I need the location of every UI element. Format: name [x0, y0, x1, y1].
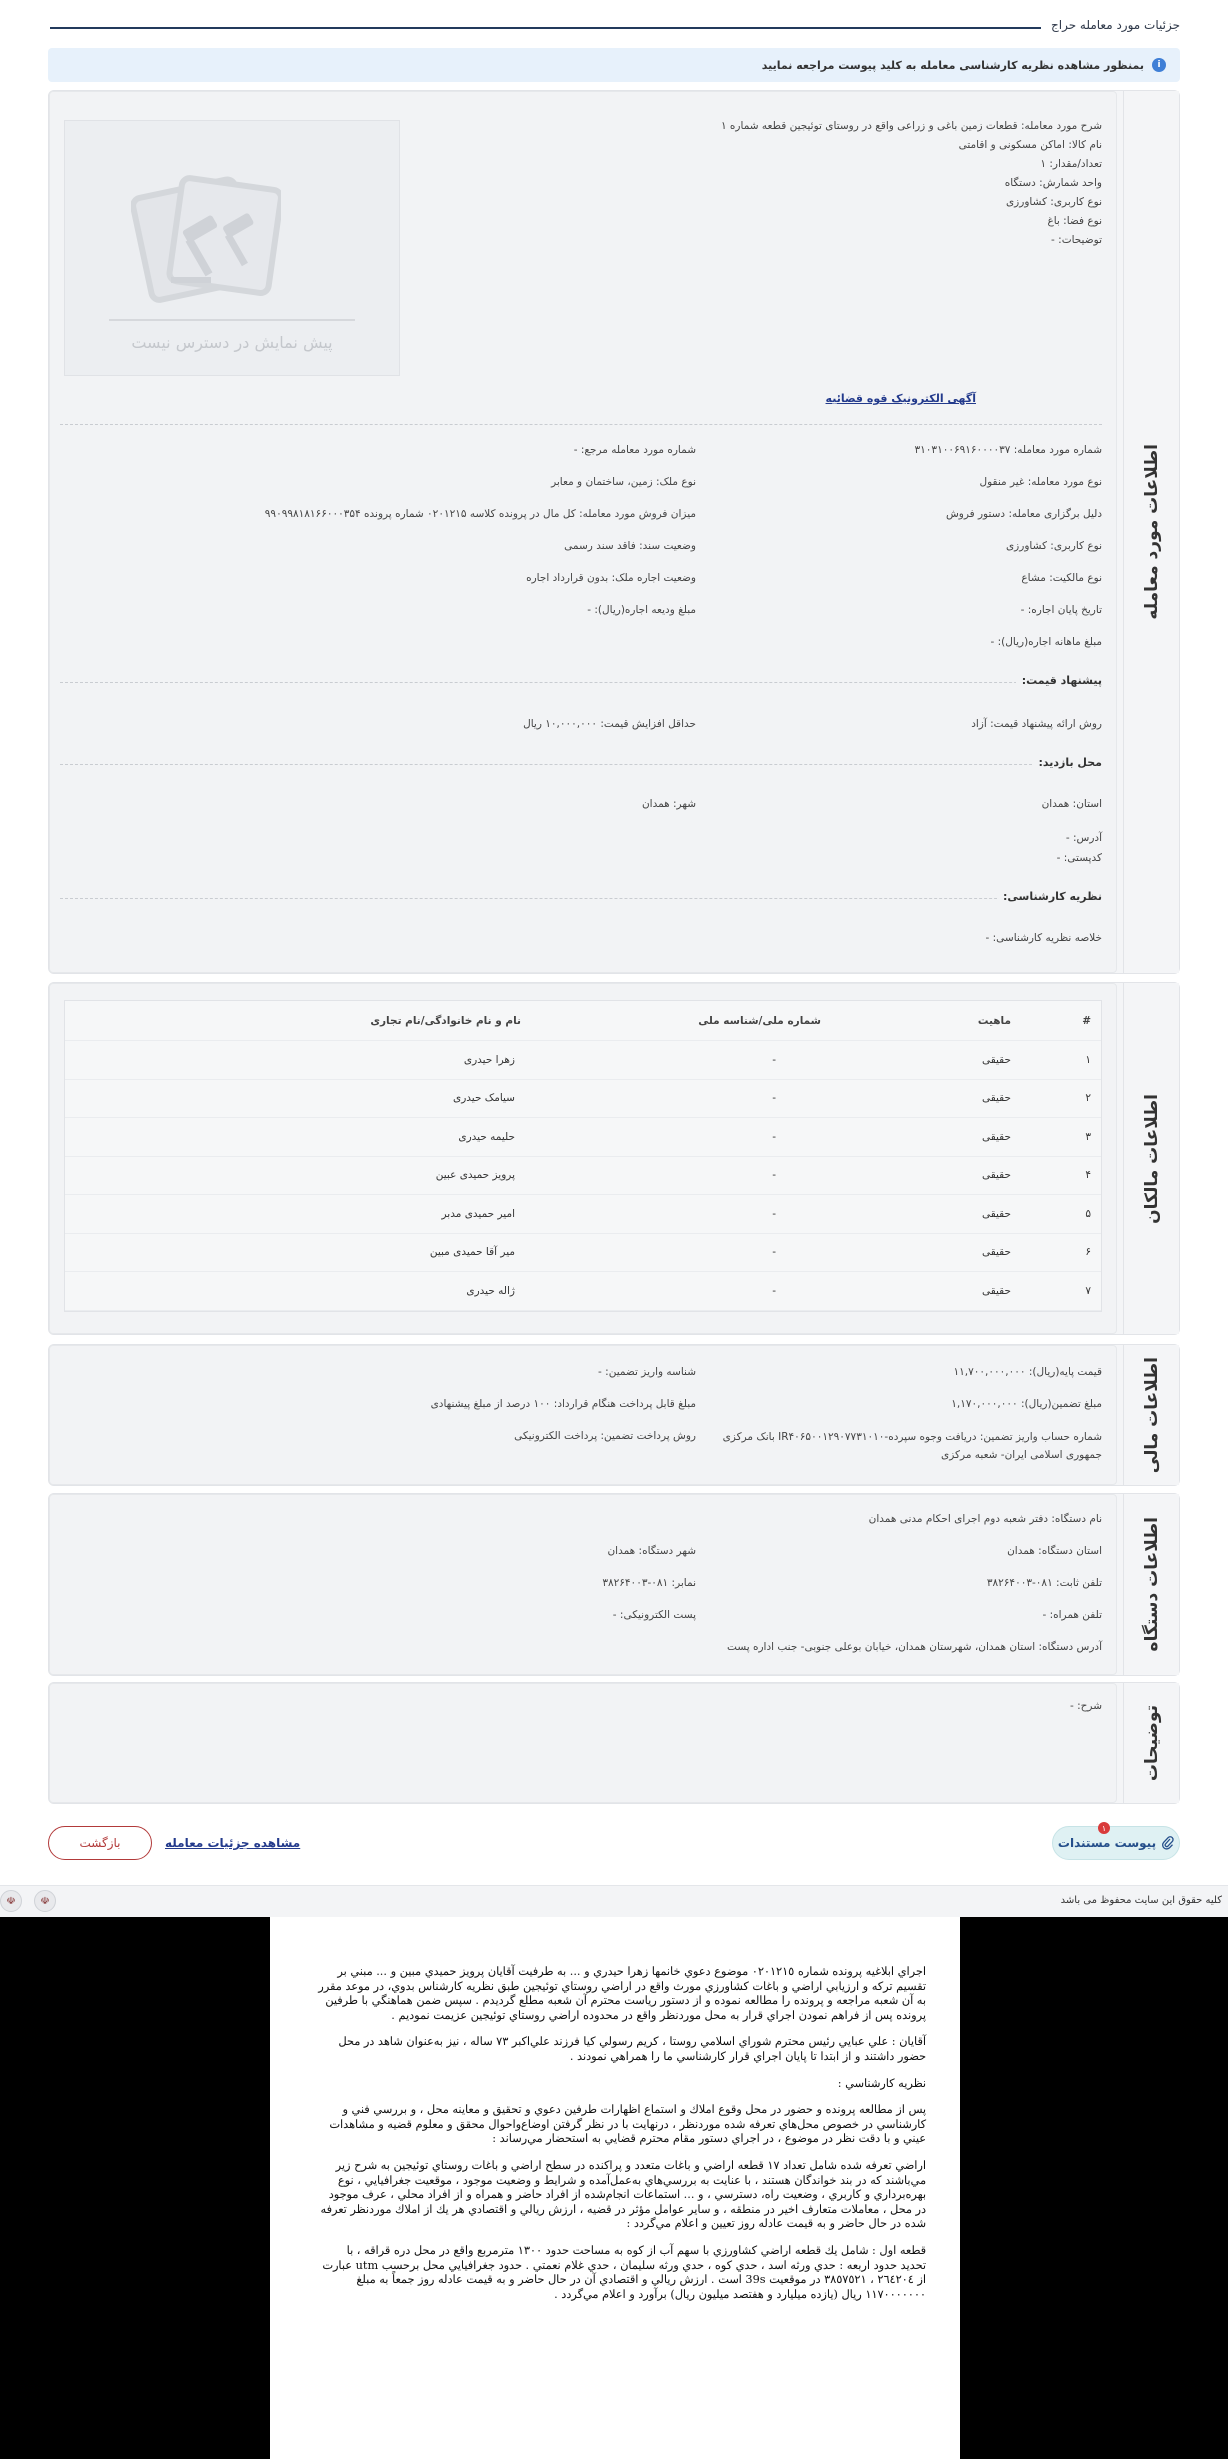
offer-method: روش ارائه پیشنهاد قیمت: آزاد — [971, 718, 1102, 730]
e-ad-link[interactable]: آگهی الکترونیک قوه قضائیه — [825, 392, 976, 405]
item-info-section — [48, 90, 1180, 974]
visit-province: استان: همدان — [1041, 798, 1102, 810]
divider — [60, 424, 1102, 425]
image-placeholder — [64, 120, 400, 376]
agency-section — [48, 1493, 1180, 1676]
col-type: ماهیت — [977, 1014, 1011, 1027]
attachments-button[interactable] — [1052, 1826, 1180, 1860]
placeholder-text: پیش نمایش در دسترس نیست — [131, 333, 333, 352]
copyright-text: کلیه حقوق این سایت محفوظ می باشد — [1060, 1895, 1222, 1906]
field-ref-number: شماره مورد معامله مرجع: - — [573, 444, 696, 456]
emblem-icon: ☫ — [34, 1890, 56, 1912]
title-divider — [50, 27, 1180, 29]
back-button[interactable]: بازگشت — [48, 1826, 152, 1860]
owners-body — [49, 983, 1117, 1334]
table-row: ۶ حقیقی - میر آقا حمیدی مبین — [65, 1234, 1101, 1273]
field-ownership: نوع مالکیت: مشاع — [1021, 572, 1102, 584]
item-goods-name: نام کالا: اماکن مسکونی و اقامتی — [958, 139, 1102, 151]
item-info-body — [49, 91, 1117, 973]
field-sale-extent: میزان فروش مورد معامله: کل مال در پرونده کلاسه ۰۲۰۱۲۱۵ شماره پرونده ۹۹۰۹۹۸۱۸۱۶۶۰۰۰۳۵۴ — [264, 508, 696, 520]
doc-paragraph: اجراي ابلاغيه پرونده شماره ٠٢٠١٢١٥ موضوع دعوي خانمها زهرا حيدري و ... به طرفيت آقايان پرويز حميدي مبين و ... مبني بر تقسيم تركه و ارزيابي اراضي و باغات كشاورزي مورث واقع در اراضي روستاي توئيجين طبق نظريه كارشناس بدوي، در موعد مقرر به آن شعبه مراجعه و پرونده را مطالعه نموده و از دستور رياست محترم آن شعبه مطلع گرديدم . سپس ضمن هماهنگي با طرفين پرونده پس از فراهم نمودن اجراي قرار به محل موردنظر واقع در محدوده اراضي روستاي توئيجين عزيمت نموديم . — [318, 1965, 926, 2022]
payable-amount: مبلغ قابل پرداخت هنگام قرارداد: ۱۰۰ درصد از مبلغ پیشنهادی — [430, 1398, 696, 1410]
doc-paragraph: پس از مطالعه پرونده و حضور در محل وقوع املاك و استماع اظهارات طرفين دعوي و تحقيق و معاينه محل ، و بررسي فني و كارشناسي در خصوص محل‌هاي تعرفه شده موردنظر ، درنهايت با در نظر گرفتن اوضاع‌واحوال محقق و معلوم قضيه و مشاهدات عيني و با دقت نظر در موضوع ، در اجراي دستور مقام محترم قضايي به استحضار مي‌رساند : — [329, 2103, 926, 2146]
financial-side-title: اطلاعات مالی — [1123, 1345, 1179, 1485]
footer-logos — [0, 1890, 56, 1912]
document-viewer — [0, 1917, 1228, 2459]
visit-postal: کدپستی: - — [1056, 852, 1102, 864]
doc-paragraph: قطعه اول : شامل يك قطعه اراضي كشاورزي با سهم آب از كوه به مساحت حدود ١٣٠٠ مترمربع واقع در محل دره قراقه ، با تحديد حدود اربعه : حدي ورثه اسد ، حدي كوه ، حدي ورثه سليمان ، حدي غلام نعمتي . حدود جغرافيايي محل برحسب utm عبارت از ٢٦٤٢٠٤ ، ٣٨٥٧٥٢١ در موقعيت 39s است . ارزش ريالي و اقتصادي آن در حال حاضر و به قيمت عادله روز جمعاً به مبلغ ١١٧٠٠٠٠٠٠٠ ريال (يازده ميليارد و هفتصد ميليون ريال) برآورد و اعلام مي‌گردد . — [322, 2243, 926, 2301]
footer — [0, 1885, 1228, 1917]
agency-email: پست الکترونیکی: - — [612, 1609, 696, 1621]
page-title: جزئیات مورد معامله حراج — [1041, 18, 1180, 32]
col-name: نام و نام خانوادگی/نام تجاری — [370, 1014, 521, 1027]
paperclip-icon — [1162, 1836, 1174, 1850]
financial-section — [48, 1344, 1180, 1486]
attachments-count-badge: ۱ — [1098, 1822, 1110, 1834]
owners-table — [64, 1000, 1102, 1312]
item-unit: واحد شمارش: دستگاه — [1004, 177, 1102, 189]
description-text: شرح: - — [1069, 1700, 1102, 1712]
deposit-account: شماره حساب واریز تضمین: دریافت وجوه سپرده-IR۴۰۶۵۰۰۱۲۹۰۷۷۳۱۰۱۰ بانک مرکزی جمهوری اسلامی ایران- شعبه مرکزی — [722, 1431, 1102, 1461]
expert-heading: نظریه کارشناسی: — [997, 890, 1102, 903]
visit-address: آدرس: - — [1065, 832, 1102, 844]
agency-mobile: تلفن همراه: - — [1042, 1609, 1102, 1621]
attachments-label: پیوست مستندات — [1057, 1836, 1157, 1850]
doc-paragraph: اراضي تعرفه شده شامل تعداد ١٧ قطعه اراضي و باغات متعدد و پراكنده در سطح اراضي و باغات روستاي توئيجين به شرح زير مي‌باشند كه در بند خواندگان هستند ، با عنايت به بررسي‌هاي به‌عمل‌آمده و شرايط و وضعيت موجود ، موقعيت جغرافيايي ، نوع بهره‌برداري و كاربري ، وضعيت راه، دسترسي ، و ... استماعات انجام‌شده از افراد حاضر و همراه و از افراد محلي ، عرف موجود در محل ، معاملات متعارف اخير در منطقه ، و ساير عوامل مؤثر در قضيه ، ارزش ريالي و اقتصادي هر يك از املاك مورد‌نظر تعرفه شده در حال حاضر و به قيمت عادله روز تعيين و اعلام مي‌گردد : — [320, 2158, 926, 2231]
guarantee-amount: مبلغ تضمین(ریال): ۱,۱۷۰,۰۰۰,۰۰۰ — [951, 1398, 1102, 1410]
agency-fax: نمابر: ۰۸۱-۳۸۲۶۴۰۰۳ — [602, 1577, 696, 1589]
doc-paragraph: نظريه كارشناسي : — [837, 2076, 926, 2090]
agency-city: شهر دستگاه: همدان — [607, 1545, 696, 1557]
table-row: ۷ حقیقی - ژاله حیدری — [65, 1272, 1101, 1311]
col-index: # — [1082, 1014, 1091, 1027]
field-lease-end: تاریخ پایان اجاره: - — [1020, 604, 1102, 616]
gavel-icon — [131, 167, 281, 307]
description-body — [49, 1683, 1117, 1803]
item-count: تعداد/مقدار: ۱ — [1040, 158, 1102, 170]
agency-body — [49, 1494, 1117, 1675]
field-item-number: شماره مورد معامله: ۳۱۰۳۱۰۰۶۹۱۶۰۰۰۰۳۷ — [914, 444, 1102, 456]
field-rent-deposit: مبلغ ودیعه اجاره(ریال): - — [587, 604, 696, 616]
item-info-side-title: اطلاعات مورد معامله — [1123, 91, 1179, 973]
divider — [60, 682, 1102, 683]
financial-body — [49, 1345, 1117, 1485]
field-item-type: نوع مورد معامله: غیر منقول — [979, 476, 1102, 488]
description-side-title: توضیحات — [1123, 1683, 1179, 1803]
field-deed-status: وضعیت سند: فاقد سند رسمی — [564, 540, 696, 552]
alert-text: بمنظور مشاهده نظریه کارشناسی معامله به کلید پیوست مراجعه نمایید — [761, 58, 1144, 72]
doc-paragraph: آقايان : علي عبايي رئيس محترم شوراي اسلامي روستا ، كريم رسولي كيا فرزند علي‌اكبر ٧٣ ساله ، نيز به‌عنوان شاهد در محل حضور داشتند و از ابتدا تا پايان اجراي قرار كارشناسي ما را همراهي نمودند . — [338, 2035, 926, 2063]
divider — [60, 764, 1102, 765]
description-section — [48, 1682, 1180, 1804]
divider — [60, 898, 1102, 899]
document-page — [270, 1917, 960, 2459]
field-property-type: نوع ملک: زمین، ساختمان و معابر — [551, 476, 696, 488]
agency-name: نام دستگاه: دفتر شعبه دوم اجرای احکام مدنی همدان — [868, 1513, 1102, 1525]
item-description: شرح مورد معامله: قطعات زمین باغی و زراعی واقع در روستای توئیجین قطعه شماره ۱ — [720, 120, 1102, 132]
field-usage: نوع کاربری: کشاورزی — [1005, 540, 1102, 552]
item-usage: نوع کاربری: کشاورزی — [1005, 196, 1102, 208]
info-icon: i — [1152, 58, 1166, 72]
item-space-type: نوع فضا: باغ — [1047, 215, 1102, 227]
min-increase: حداقل افزایش قیمت: ۱۰,۰۰۰,۰۰۰ ریال — [523, 718, 696, 730]
agency-side-title: اطلاعات دستگاه — [1123, 1494, 1179, 1675]
col-national-id: شماره ملی/شناسه ملی — [698, 1014, 821, 1027]
table-row: ۳ حقیقی - حلیمه حیدری — [65, 1118, 1101, 1157]
placeholder-divider — [109, 319, 355, 321]
base-price: قیمت پایه(ریال): ۱۱,۷۰۰,۰۰۰,۰۰۰ — [953, 1366, 1102, 1378]
visit-place-heading: محل بازدید: — [1032, 756, 1102, 769]
deposit-id: شناسه واریز تضمین: - — [598, 1366, 696, 1378]
table-row: ۱ حقیقی - زهرا حیدری — [65, 1041, 1101, 1080]
table-header — [65, 1001, 1101, 1041]
table-row: ۲ حقیقی - سیامک حیدری — [65, 1080, 1101, 1119]
table-row: ۵ حقیقی - امیر حمیدی مدبر — [65, 1195, 1101, 1234]
field-lease-status: وضعیت اجاره ملک: بدون قرارداد اجاره — [526, 572, 696, 584]
field-reason: دلیل برگزاری معامله: دستور فروش — [945, 508, 1102, 520]
emblem-icon: ☫ — [0, 1890, 22, 1912]
item-notes: توضیحات: - — [1051, 234, 1102, 246]
expert-summary: خلاصه نظریه کارشناسی: - — [985, 932, 1102, 944]
owners-side-title: اطلاعات مالکان — [1123, 983, 1179, 1334]
agency-address: آدرس دستگاه: استان همدان، شهرستان همدان، خیابان بوعلی جنوبی- جنب اداره پست — [727, 1641, 1102, 1653]
table-row: ۴ حقیقی - پرویز حمیدی عبین — [65, 1157, 1101, 1196]
field-monthly-rent: مبلغ ماهانه اجاره(ریال): - — [990, 636, 1102, 648]
agency-phone: تلفن ثابت: ۰۸۱-۳۸۲۶۴۰۰۳ — [986, 1577, 1102, 1589]
agency-province: استان دستگاه: همدان — [1007, 1545, 1102, 1557]
visit-city: شهر: همدان — [641, 798, 696, 810]
price-offer-heading: پیشنهاد قیمت: — [1016, 674, 1102, 687]
deal-details-link[interactable]: مشاهده جزئیات معامله — [165, 1836, 301, 1850]
owners-section — [48, 982, 1180, 1335]
info-alert — [48, 48, 1180, 82]
payment-method: روش پرداخت تضمین: پرداخت الکترونیکی — [514, 1430, 696, 1442]
